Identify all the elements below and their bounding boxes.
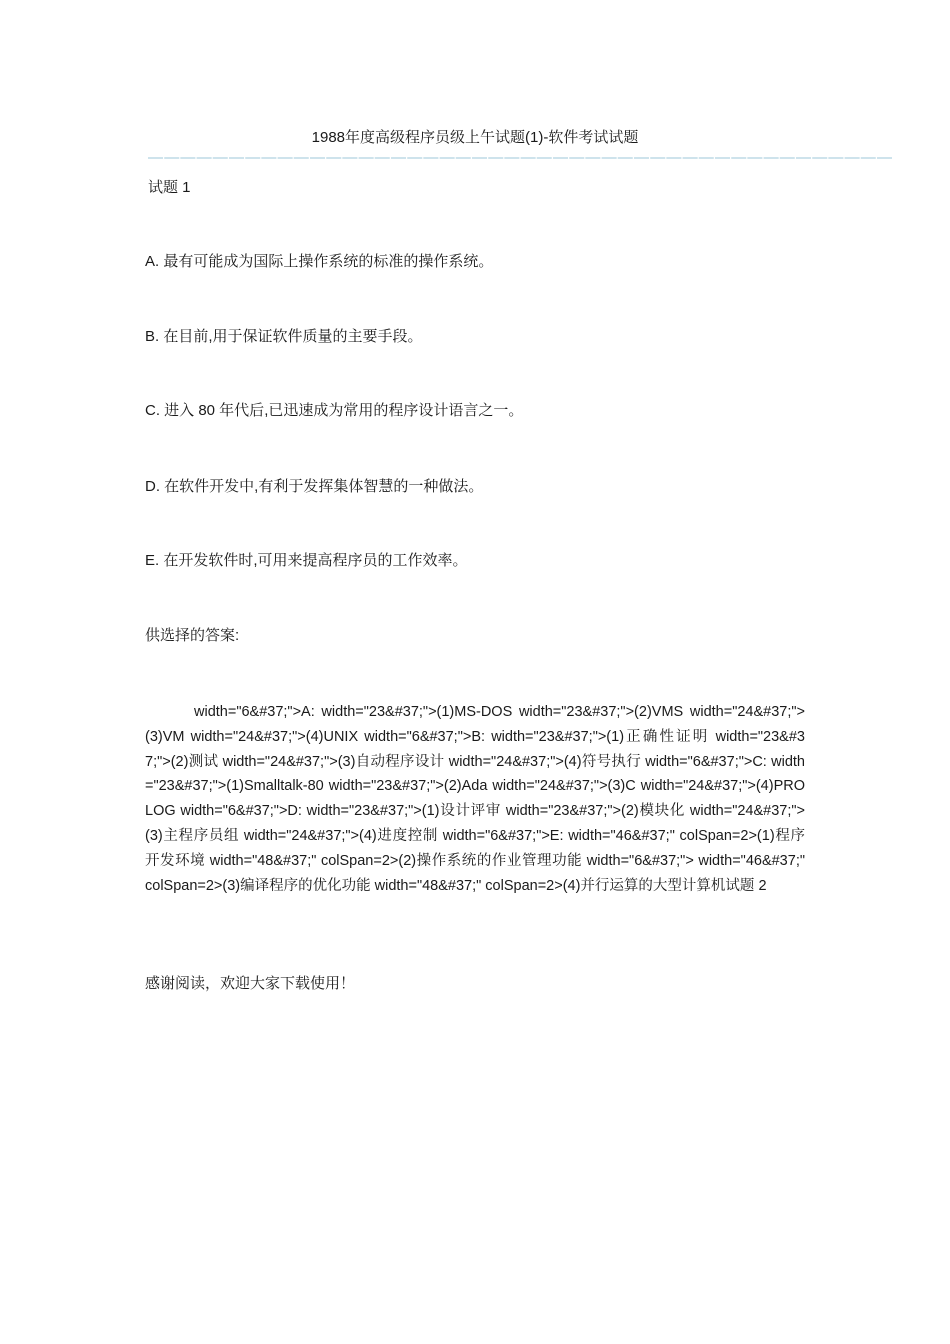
question-item-b: B. 在目前,用于保证软件质量的主要手段。	[145, 328, 423, 345]
question-item-e: E. 在开发软件时,可用来提高程序员的工作效率。	[145, 552, 468, 569]
closing-note: 感谢阅读，欢迎大家下载使用！	[145, 975, 356, 992]
answers-body: width="6&#37;">A: width="23&#37;">(1)MS-DOS width="23&#37;">(2)VMS width="24&#37;">(3)VM width="24&#37;">(4)UNIX width="6&#37;">B: width="23&#37;">(1)正确性证明 width="23&#37;">(2)测试 width="24&#37;">(3)自动程序设计 width="24&#37;">(4)符号执行 width="6&#37;">C: width="23&#37;">(1)Smalltalk-80 width="23&#37;">(2)Ada width="24&#37;">(3)C width="24&#37;">(4)PROLOG width="6&#37;">D: width="23&#37;">(1)设计评审 width="23&#37;">(2)模块化 width="24&#37;">(3)主程序员组 width="24&#37;">(4)进度控制 width="6&#37;">E: width="46&#37;" colSpan=2>(1)程序开发环境 width="48&#37;" colSpan=2>(2)操作系统的作业管理功能 width="6&#37;"> width="46&#37;" colSpan=2>(3)编译程序的优化功能 width="48&#37;" colSpan=2>(4)并行运算的大型计算机试题 2	[145, 704, 805, 894]
title-divider: ——————————————————————————————————————————————	[148, 149, 894, 166]
question-item-c: C. 进入 80 年代后,已迅速成为常用的程序设计语言之一。	[145, 402, 524, 419]
document-title: 1988年度高级程序员级上午试题(1)-软件考试试题	[311, 129, 639, 146]
question-item-a: A. 最有可能成为国际上操作系统的标准的操作系统。	[145, 253, 494, 270]
question-label: 试题 1	[148, 179, 191, 196]
answers-heading: 供选择的答案:	[145, 627, 240, 644]
question-item-d: D. 在软件开发中,有利于发挥集体智慧的一种做法。	[145, 478, 484, 495]
